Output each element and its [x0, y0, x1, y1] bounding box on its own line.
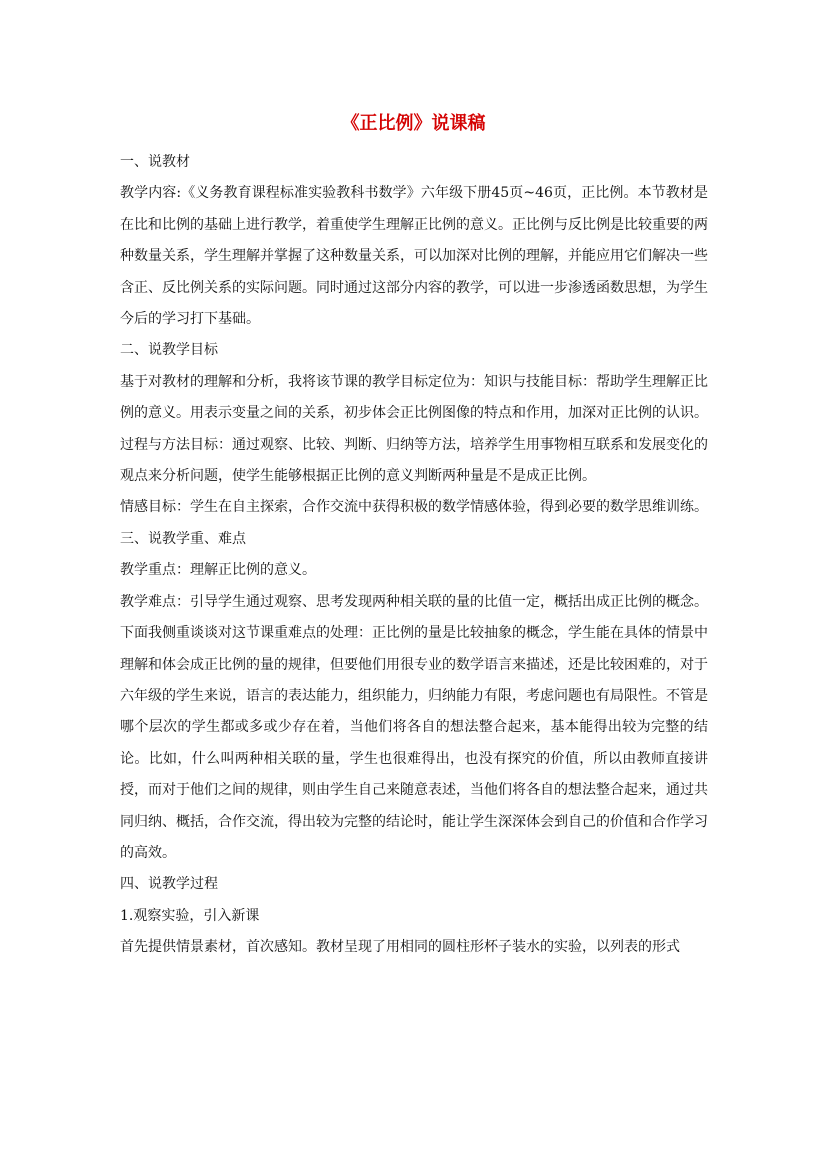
paragraph-process-goals: 过程与方法目标：通过观察、比较、判断、归纳等方法，培养学生用事物相互联系和发展变化的观点来分析问题，使学生能够根据正比例的意义判断两种量是不是成正比例。: [120, 436, 708, 485]
paragraph-emotional-goals: 情感目标：学生在自主探索，合作交流中获得积极的数学情感体验，得到必要的数学思维训练。: [120, 499, 708, 516]
document-title: 《正比例》说课稿: [341, 113, 486, 134]
subheading-observe-experiment: 1.观察实验，引入新课: [120, 907, 260, 924]
paragraph-key-point: 教学重点：理解正比例的意义。: [120, 562, 316, 579]
paragraph-difficult-point: 教学难点：引导学生通过观察、思考发现两种相关联的量的比值一定，概括出成正比例的概念。下面我侧重谈谈对这节课重难点的处理：正比例的量是比较抽象的概念，学生能在具体的情景中理解和体会成正比例的量的规律，但要他们用很专业的数学语言来描述，还是比较困难的，对于六年级的学生来说，语言的表达能力，组织能力，归纳能力有限，考虑问题也有局限性。不管是哪个层次的学生都或多或少存在着，当他们将各自的想法整合起来，基本能得出较为完整的结论。比如，什么叫两种相关联的量，学生也很难得出，也没有探究的价值，所以由教师直接讲授，而对于他们之间的规律，则由学生自己来随意表述，当他们将各自的想法整合起来，通过共同归纳、概括，合作交流，得出较为完整的结论时，能让学生深深体会到自己的价值和合作学习的高效。: [120, 593, 708, 861]
section-heading-key-points: 三、说教学重、难点: [120, 530, 246, 547]
section-heading-objectives: 二、说教学目标: [120, 342, 218, 359]
section-heading-process: 四、说教学过程: [120, 876, 218, 893]
section-heading-textbook: 一、说教材: [120, 154, 190, 170]
paragraph-scenario: 首先提供情景素材，首次感知。教材呈现了用相同的圆柱形杯子装水的实验，以列表的形式: [120, 939, 680, 956]
paragraph-teaching-content: 教学内容:《义务教育课程标准实验教科书数学》六年级下册45页~46页，正比例。本节教材是在比和比例的基础上进行教学，着重使学生理解正比例的意义。正比例与反比例是比较重要的两种数量关系，学生理解并掌握了这种数量关系，可以加深对比例的理解，并能应用它们解决一些含正、反比例关系的实际问题。同时通过这部分内容的教学，可以进一步渗透函数思想，为学生今后的学习打下基础。: [120, 185, 708, 328]
document-body: [120, 147, 708, 964]
paragraph-knowledge-goals: 基于对教材的理解和分析，我将该节课的教学目标定位为：知识与技能目标：帮助学生理解正比例的意义。用表示变量之间的关系，初步体会正比例图像的特点和作用，加深对正比例的认识。: [120, 373, 708, 422]
